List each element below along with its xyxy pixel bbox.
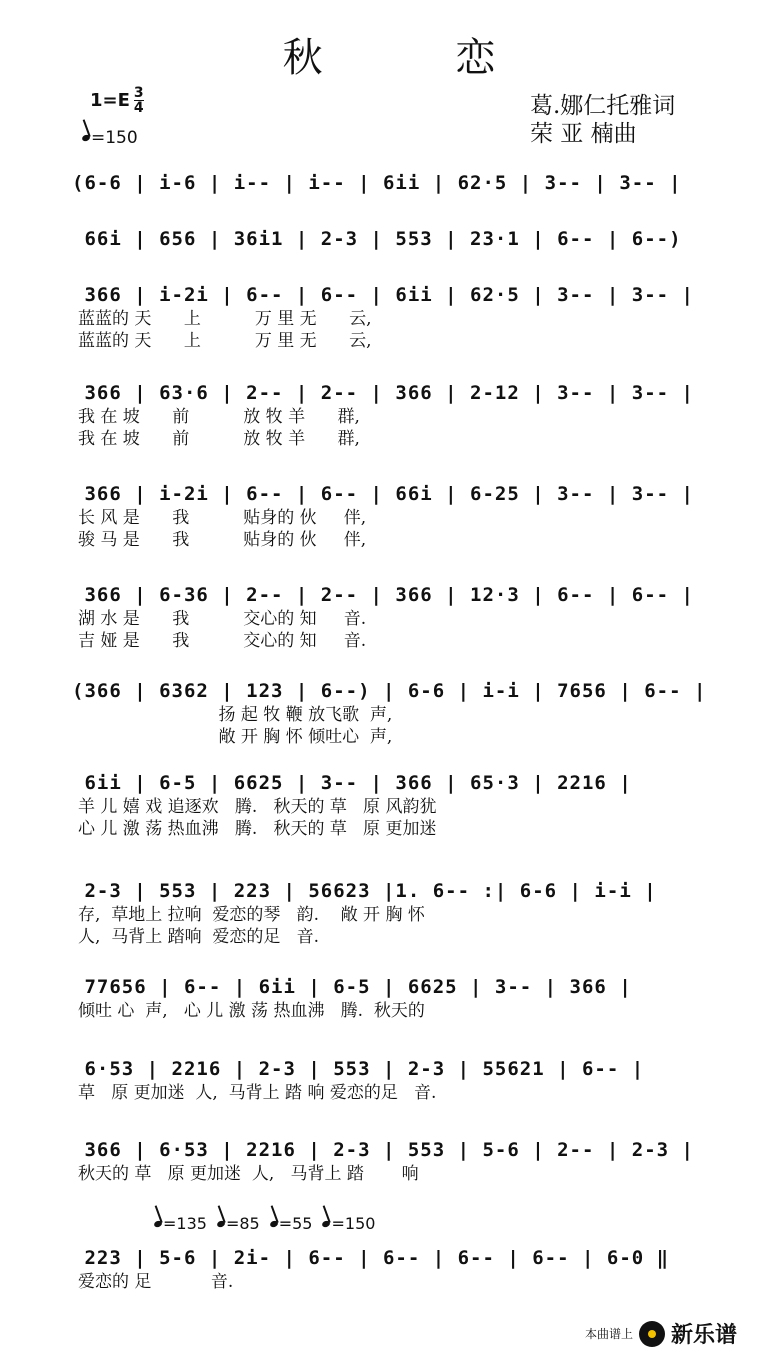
tempo-value: =150 — [91, 128, 138, 148]
notation-line: 366 | i-2i | 6-- | 6-- | 6ii | 62·5 | 3-- | 3-- | — [72, 284, 694, 306]
brand-name: 新乐谱 — [671, 1323, 738, 1348]
footer-note: 本曲谱上 — [585, 1327, 634, 1341]
lyric-line: 倾吐 心 声, 心 儿 激 荡 热血沸 腾. 秋天的 — [78, 1001, 425, 1021]
lyric-line: 心 儿 激 荡 热血沸 腾. 秋天的 草 原 更加迷 — [78, 819, 437, 839]
lyric-line: 扬 起 牧 鞭 放飞歌 声, — [78, 705, 393, 725]
lyric-line: 蓝蓝的 天 上 万 里 无 云, — [78, 331, 372, 351]
tempo-change: =85 — [225, 1214, 260, 1233]
score-row — [72, 226, 718, 252]
score-row — [72, 770, 718, 840]
score-row — [72, 678, 718, 748]
lyric-line: 骏 马 是 我 贴身的 伙 伴, — [78, 530, 367, 550]
composer: 荣 亚 楠曲 — [530, 121, 637, 147]
notation-line: 366 | i-2i | 6-- | 6-- | 66i | 6-25 | 3-- | 3-- | — [72, 483, 694, 505]
credits — [530, 92, 675, 148]
score-row — [72, 878, 718, 948]
lyricist: 葛.娜仁托雅词 — [530, 93, 676, 119]
lyric-line: 人, 马背上 踏响 爱恋的足 音. — [78, 927, 320, 947]
tempo-mark — [82, 128, 138, 148]
tempo-changes — [154, 1214, 375, 1233]
lyric-line: 羊 儿 嬉 戏 追逐欢 腾. 秋天的 草 原 风韵犹 — [78, 797, 437, 817]
lyric-line: 长 风 是 我 贴身的 伙 伴, — [78, 508, 367, 528]
quarter-note-icon — [322, 1219, 332, 1227]
lyric-line: 我 在 坡 前 放 牧 羊 群, — [78, 407, 360, 427]
notation-line: 6·53 | 2216 | 2-3 | 553 | 2-3 | 55621 | 6-- | — [72, 1058, 645, 1080]
tempo-change: =55 — [278, 1214, 313, 1233]
notation-line: 366 | 6·53 | 2216 | 2-3 | 553 | 5-6 | 2-- | 2-3 | — [72, 1139, 694, 1161]
song-title: 秋 恋 — [282, 35, 556, 81]
quarter-note-icon — [153, 1219, 163, 1227]
score-row — [72, 974, 718, 1022]
score-row — [72, 582, 718, 652]
time-signature — [134, 86, 144, 115]
notation-line: 6ii | 6-5 | 6625 | 3-- | 366 | 65·3 | 2216 | — [72, 772, 632, 794]
notation-line: 366 | 6-36 | 2-- | 2-- | 366 | 12·3 | 6-- | 6-- | — [72, 584, 694, 606]
quarter-note-icon — [216, 1219, 226, 1227]
score-row — [72, 1137, 718, 1185]
quarter-note-icon — [269, 1219, 279, 1227]
record-logo-icon — [639, 1321, 665, 1347]
notation-line: (366 | 6362 | 123 | 6--) | 6-6 | i-i | 7656 | 6-- | — [72, 680, 707, 702]
lyric-line: 秋天的 草 原 更加迷 人, 马背上 踏 响 — [78, 1164, 419, 1184]
score-row — [72, 1245, 718, 1293]
score-row — [72, 170, 718, 196]
notation-line: 366 | 63·6 | 2-- | 2-- | 366 | 2-12 | 3-- | 3-- | — [72, 382, 694, 404]
notation-line: 2-3 | 553 | 223 | 56623 |1. 6-- :| 6-6 | i-i | — [72, 880, 657, 902]
lyric-line: 爱恋的 足 音. — [78, 1272, 234, 1292]
key-label: 1=E — [90, 90, 130, 111]
quarter-note-icon — [81, 134, 91, 142]
lyric-line: 蓝蓝的 天 上 万 里 无 云, — [78, 309, 372, 329]
tempo-change: =135 — [163, 1214, 207, 1233]
notation-line: 77656 | 6-- | 6ii | 6-5 | 6625 | 3-- | 366 | — [72, 976, 632, 998]
footer-watermark — [585, 1318, 737, 1349]
lyric-line: 吉 娅 是 我 交心的 知 音. — [78, 631, 367, 651]
tempo-change: =150 — [331, 1214, 376, 1233]
score-row — [72, 1056, 718, 1104]
lyric-line: 敞 开 胸 怀 倾吐心 声, — [78, 727, 393, 747]
score-row — [72, 380, 718, 450]
score-row — [72, 481, 718, 551]
score-row — [72, 282, 718, 352]
lyric-line: 湖 水 是 我 交心的 知 音. — [78, 609, 367, 629]
lyric-line: 我 在 坡 前 放 牧 羊 群, — [78, 429, 360, 449]
key-signature — [90, 86, 144, 115]
lyric-line: 草 原 更加迷 人, 马背上 踏 响 爱恋的足 音. — [78, 1083, 437, 1103]
notation-line: 223 | 5-6 | 2i- | 6-- | 6-- | 6-- | 6-- | 6-0 ‖ — [72, 1247, 670, 1269]
lyric-line: 存, 草地上 拉响 爱恋的琴 韵. 敞 开 胸 怀 — [78, 905, 425, 925]
time-bottom: 4 — [133, 100, 144, 116]
notation-line: 66i | 656 | 36i1 | 2-3 | 553 | 23·1 | 6-- | 6--) — [72, 228, 694, 250]
time-top: 3 — [133, 85, 144, 101]
notation-line: (6-6 | i-6 | i-- | i-- | 6ii | 62·5 | 3-- | 3-- | — [72, 172, 682, 194]
